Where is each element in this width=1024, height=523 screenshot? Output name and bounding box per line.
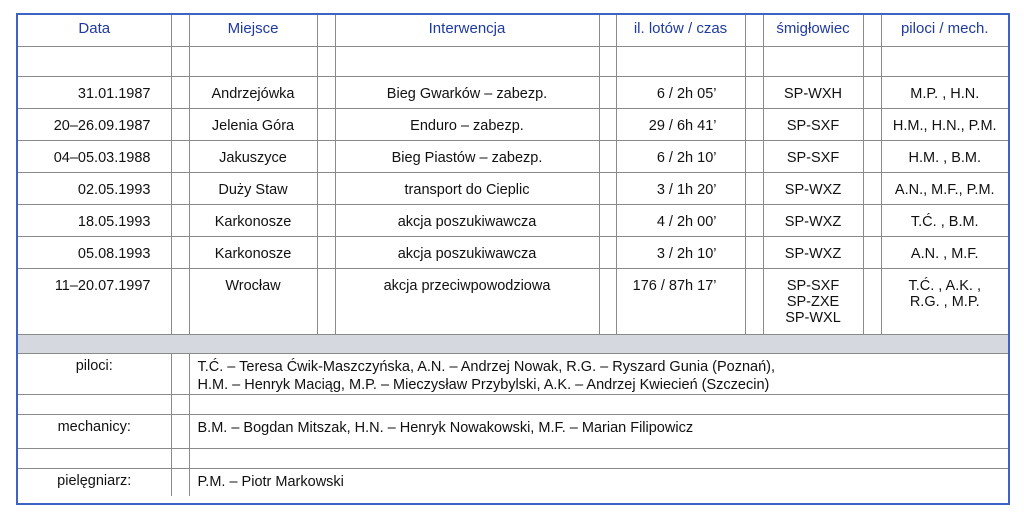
cell-date: 04–05.03.1988: [18, 141, 171, 173]
spacer-row: [18, 449, 1008, 469]
table-row: [18, 205, 1008, 237]
cell-helicopter: [763, 205, 863, 237]
cell-crew: [881, 77, 1008, 109]
cell-flights: 6 / 2h 10’: [616, 141, 745, 173]
header-place: Miejsce: [189, 15, 317, 47]
table-row: [18, 173, 1008, 205]
header-date: Data: [18, 15, 171, 47]
cell-intervention: akcja przeciwpowodziowa: [335, 269, 599, 335]
cell-intervention: Bieg Gwarków – zabezp.: [335, 77, 599, 109]
legend-pilots-label: piloci:: [18, 354, 171, 395]
cell-place: Jelenia Góra: [189, 109, 317, 141]
legend-mechanics-label: mechanicy:: [18, 415, 171, 449]
cell-helicopter-line: SP-SXF: [786, 118, 840, 134]
cell-date: 31.01.1987: [18, 77, 171, 109]
cell-helicopter: [763, 237, 863, 269]
cell-date: 20–26.09.1987: [18, 109, 171, 141]
cell-helicopter-line: SP-WXL: [785, 310, 841, 326]
legend-mechanics-row: [18, 415, 1008, 449]
cell-place: Wrocław: [189, 269, 317, 335]
cell-helicopter: [763, 269, 863, 335]
table-row: [18, 77, 1008, 109]
cell-date: 18.05.1993: [18, 205, 171, 237]
table-row: [18, 109, 1008, 141]
cell-intervention: Enduro – zabezp.: [335, 109, 599, 141]
cell-flights: 3 / 2h 10’: [616, 237, 745, 269]
cell-crew-line: H.M., H.N., P.M.: [892, 118, 997, 134]
header-intervention: Interwencja: [335, 15, 599, 47]
cell-helicopter-line: SP-SXF: [786, 150, 840, 166]
cell-place: Karkonosze: [189, 237, 317, 269]
cell-helicopter-line: SP-WXZ: [784, 246, 842, 262]
cell-flights: 176 / 87h 17’: [616, 269, 745, 335]
header-flights: il. lotów / czas: [616, 15, 745, 47]
cell-crew-line: H.M. , B.M.: [908, 150, 981, 166]
cell-crew-line: R.G. , M.P.: [909, 294, 980, 310]
cell-crew: [881, 205, 1008, 237]
cell-place: Andrzejówka: [189, 77, 317, 109]
legend-mechanics-text: B.M. – Bogdan Mitszak, H.N. – Henryk Nowakowski, M.F. – Marian Filipowicz: [189, 415, 1008, 449]
cell-helicopter: [763, 141, 863, 173]
cell-flights: 3 / 1h 20’: [616, 173, 745, 205]
legend-pilots-line1: T.Ć. – Teresa Ćwik-Maszczyńska, A.N. – Andrzej Nowak, R.G. – Ryszard Gunia (Poznań),: [197, 359, 776, 375]
header-row: [18, 15, 1008, 47]
cell-crew-line: A.N., M.F., P.M.: [894, 182, 995, 198]
cell-helicopter: [763, 77, 863, 109]
cell-helicopter-line: SP-WXH: [784, 86, 842, 102]
document-frame: [16, 13, 1010, 505]
legend-nurse-text: P.M. – Piotr Markowski: [189, 469, 1008, 496]
cell-helicopter-line: SP-WXZ: [784, 214, 842, 230]
cell-helicopter: [763, 173, 863, 205]
cell-helicopter-line: SP-ZXE: [786, 294, 840, 310]
legend-nurse-row: [18, 469, 1008, 496]
cell-flights: 4 / 2h 00’: [616, 205, 745, 237]
cell-date: 11–20.07.1997: [18, 269, 171, 335]
table-row: [18, 269, 1008, 335]
cell-place: Jakuszyce: [189, 141, 317, 173]
legend-pilots-line2: H.M. – Henryk Maciąg, M.P. – Mieczysław Przybylski, A.K. – Andrzej Kwiecień (Szczecin): [197, 377, 770, 393]
legend-pilots-row: [18, 354, 1008, 395]
table-row: [18, 141, 1008, 173]
cell-crew: [881, 269, 1008, 335]
cell-intervention: akcja poszukiwawcza: [335, 237, 599, 269]
cell-helicopter-line: SP-SXF: [786, 278, 840, 294]
legend-nurse-label: pielęgniarz:: [18, 469, 171, 496]
cell-helicopter-line: SP-WXZ: [784, 182, 842, 198]
blank-row: [18, 47, 1008, 77]
cell-intervention: akcja poszukiwawcza: [335, 205, 599, 237]
separator-row: [18, 335, 1008, 354]
cell-crew-line: T.Ć. , A.K. ,: [908, 278, 982, 294]
cell-place: Duży Staw: [189, 173, 317, 205]
cell-crew: [881, 173, 1008, 205]
cell-date: 05.08.1993: [18, 237, 171, 269]
cell-flights: 6 / 2h 05’: [616, 77, 745, 109]
cell-flights: 29 / 6h 41’: [616, 109, 745, 141]
cell-crew: [881, 141, 1008, 173]
header-crew: piloci / mech.: [881, 15, 1008, 47]
spacer-row: [18, 395, 1008, 415]
cell-crew: [881, 237, 1008, 269]
cell-crew-line: T.Ć. , B.M.: [910, 214, 979, 230]
cell-place: Karkonosze: [189, 205, 317, 237]
cell-helicopter: [763, 109, 863, 141]
table-row: [18, 237, 1008, 269]
cell-intervention: Bieg Piastów – zabezp.: [335, 141, 599, 173]
cell-crew: [881, 109, 1008, 141]
cell-crew-line: A.N. , M.F.: [910, 246, 979, 262]
header-helicopter: śmigłowiec: [763, 15, 863, 47]
cell-crew-line: M.P. , H.N.: [910, 86, 980, 102]
legend-pilots-text: [189, 354, 1008, 395]
flights-table: [18, 15, 1008, 496]
cell-date: 02.05.1993: [18, 173, 171, 205]
cell-intervention: transport do Cieplic: [335, 173, 599, 205]
